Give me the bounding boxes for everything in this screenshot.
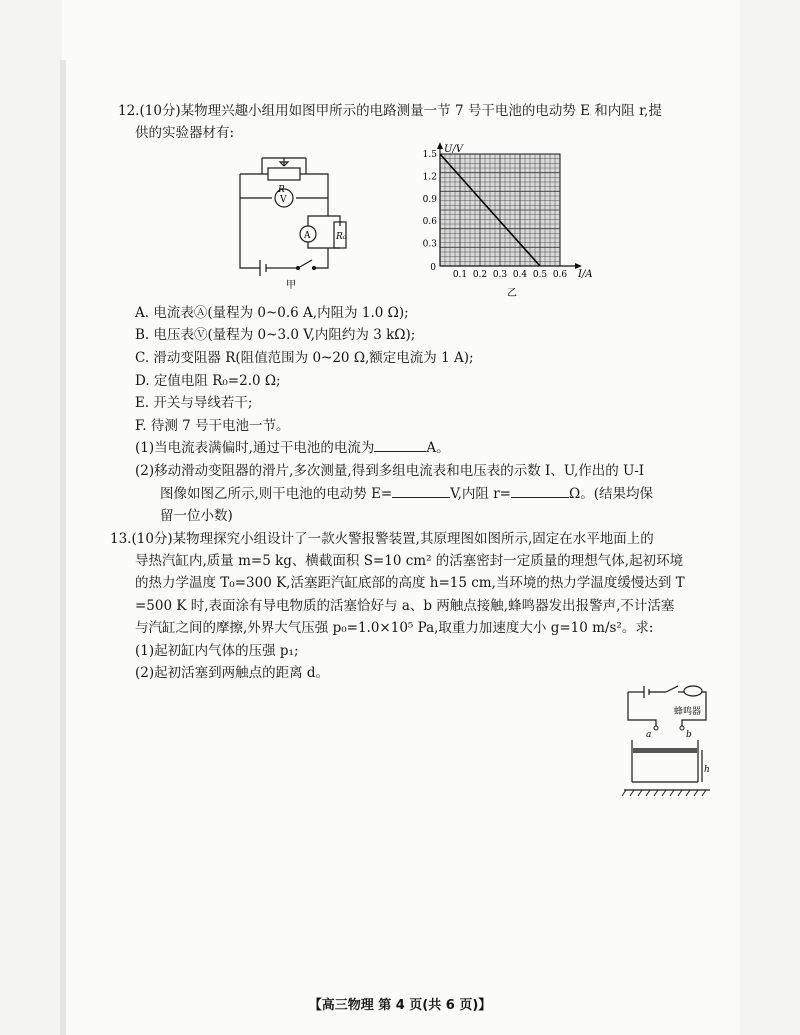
q12-sub1-text: (1)当电流表满偏时,通过干电池的电流为 (135, 440, 375, 456)
x-tick-label: 0.4 (512, 270, 528, 280)
x-tick-label: 0.1 (452, 270, 468, 280)
x-axis-label: I/A (578, 269, 593, 280)
q12-option-a: A. 电流表Ⓐ(量程为 0~0.6 A,内阻为 1.0 Ω); (135, 305, 409, 321)
circuit-caption: 甲 (286, 280, 296, 290)
y-tick-label: 1.2 (422, 172, 437, 183)
q13-line1: 13.(10分)某物理探究小组设计了一款火警报警装置,其原理图如图所示,固定在水平地面上的 (110, 531, 654, 547)
q12-option-e: E. 开关与导线若干; (135, 395, 253, 411)
x-tick-label: 0.5 (532, 270, 548, 280)
piston (633, 748, 697, 753)
y-tick-label: 1.5 (422, 150, 437, 160)
q13-line5: 与汽缸之间的摩擦,外界大气压强 p₀=1.0×10⁵ Pa,取重力加速度大小 g=10 m/s²。求: (135, 620, 654, 636)
x-tick-label: 0.2 (472, 270, 488, 280)
q12-option-b: B. 电压表Ⓥ(量程为 0~3.0 V,内阻约为 3 kΩ); (135, 327, 416, 343)
q12-sub2-line1: (2)移动滑动变阻器的滑片,多次测量,得到多组电流表和电压表的示数 I、U,作出的 U-I (135, 463, 645, 479)
q13-sub2: (2)起初活塞到两触点的距离 d。 (135, 665, 330, 681)
q12-option-c: C. 滑动变阻器 R(阻值范围为 0~20 Ω,额定电流为 1 A); (135, 350, 474, 366)
q13-line3: 的热力学温度 T₀=300 K,活塞距汽缸底部的高度 h=15 cm,当环境的热力学温度缓慢达到 T (135, 575, 685, 591)
q12-sub1-unit: A。 (426, 440, 450, 456)
y-tick-label: 0.9 (422, 194, 437, 205)
answer-blank-resistance (511, 483, 569, 498)
scan-left-shadow (60, 60, 66, 1035)
x-tick-label: 0.3 (492, 270, 508, 280)
q12-sub1 (135, 437, 450, 459)
circuit-diagram-jia (232, 150, 352, 290)
fire-alarm-figure (618, 680, 718, 802)
y-axis-arrow (437, 142, 443, 149)
q12-line1: 12.(10分)某物理兴趣小组用如图甲所示的电路测量一节 7 号干电池的电动势 E 和内阻 r,提 (118, 103, 662, 119)
page-footer: 【高三物理 第 4 页(共 6 页)】 (308, 998, 492, 1013)
answer-blank-current (374, 437, 426, 452)
q12-sub2-line3: 留一位小数) (160, 508, 233, 524)
q12-sub2-r-text: V,内阻 r= (450, 486, 511, 502)
answer-blank-emf (392, 483, 450, 498)
y-axis-label: U/V (444, 144, 464, 155)
y-tick-label: 0.6 (422, 217, 437, 228)
buzzer-label: 蜂鸣器 (674, 707, 702, 717)
contact-b-label: b (686, 730, 692, 740)
q13-line4: =500 K 时,表面涂有导电物质的活塞恰好与 a、b 两触点接触,蜂鸣器发出报警声,不计活塞 (135, 598, 675, 614)
q12-line2: 供的实验器材有: (135, 125, 235, 141)
x-tick-label: 0.6 (552, 270, 568, 280)
circuit-label-R: R (278, 185, 285, 195)
circuit-label-R0: R₀ (336, 232, 347, 242)
q12-option-f: F. 待测 7 号干电池一节。 (135, 418, 290, 434)
y-tick-label: 0.3 (422, 239, 437, 250)
contact-a-label: a (646, 730, 652, 740)
q13-line2: 导热汽缸内,质量 m=5 kg、横截面积 S=10 cm² 的活塞密封一定质量的理想气体,起初环境 (135, 553, 684, 569)
q12-sub2-line2 (160, 483, 653, 505)
q12-sub2-emf-text: 图像如图乙所示,则干电池的电动势 E= (160, 486, 393, 502)
circuit-label-V: V (280, 195, 287, 205)
q12-sub2-note: Ω。(结果均保 (569, 486, 653, 502)
ui-graph-yi (410, 140, 600, 300)
chart-caption: 乙 (507, 288, 517, 299)
circuit-label-A: A (304, 231, 311, 241)
height-label: h (704, 765, 710, 775)
q12-option-d: D. 定值电阻 R₀=2.0 Ω; (135, 373, 281, 389)
q13-sub1: (1)起初缸内气体的压强 p₁; (135, 643, 299, 659)
origin-label: 0 (430, 263, 436, 273)
